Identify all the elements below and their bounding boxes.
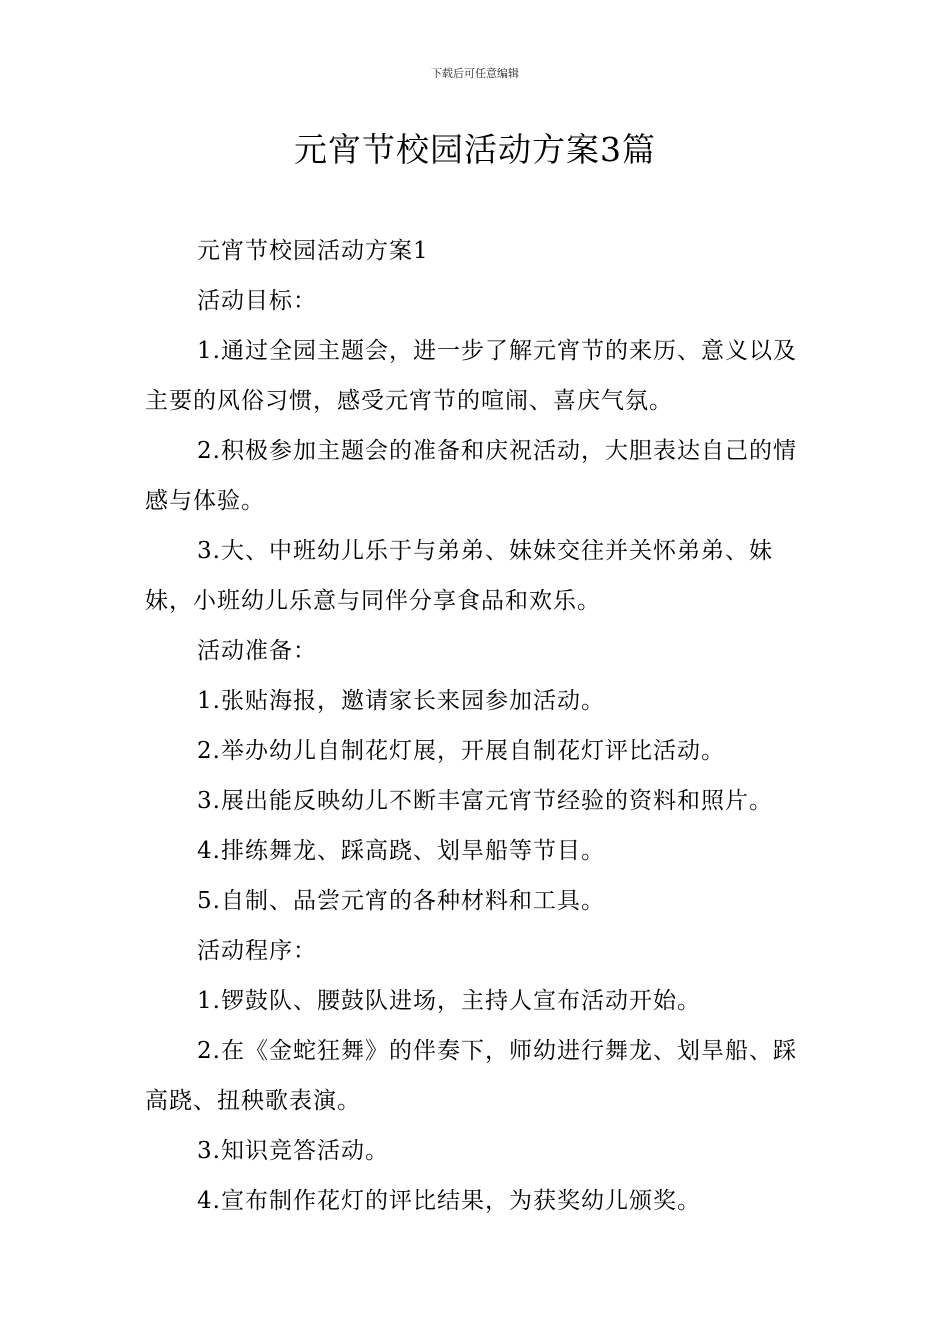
paragraph: 1.通过全园主题会，进一步了解元宵节的来历、意义以及主要的风俗习惯，感受元宵节的喧闹、喜庆气氛。 [145, 338, 797, 414]
paragraph: 2.积极参加主题会的准备和庆祝活动，大胆表达自己的情感与体验。 [145, 438, 797, 514]
header-note: 下载后可任意编辑 [431, 67, 519, 80]
paragraph: 3.大、中班幼儿乐于与弟弟、妹妹交往并关怀弟弟、妹妹，小班幼儿乐意与同伴分享食品和欢乐。 [145, 538, 773, 614]
paragraph: 4.宣布制作花灯的评比结果，为获奖幼儿颁奖。 [197, 1188, 701, 1214]
paragraph: 2.举办幼儿自制花灯展，开展自制花灯评比活动。 [197, 738, 725, 764]
paragraph: 5.自制、品尝元宵的各种材料和工具。 [197, 888, 605, 914]
section-heading: 元宵节校园活动方案1 [197, 238, 429, 264]
paragraph: 1.锣鼓队、腰鼓队进场，主持人宣布活动开始。 [197, 988, 701, 1014]
subheading-goals: 活动目标： [197, 288, 317, 314]
paragraph: 1.张贴海报，邀请家长来园参加活动。 [197, 688, 605, 714]
paragraph: 3.知识竞答活动。 [197, 1138, 389, 1164]
paragraph: 2.在《金蛇狂舞》的伴奏下，师幼进行舞龙、划旱船、踩高跷、扭秧歌表演。 [145, 1038, 797, 1114]
document-title: 元宵节校园活动方案3篇 [294, 130, 656, 169]
paragraph: 3.展出能反映幼儿不断丰富元宵节经验的资料和照片。 [197, 788, 773, 814]
subheading-procedure: 活动程序： [197, 938, 317, 964]
document-body [145, 226, 813, 1226]
paragraph: 4.排练舞龙、踩高跷、划旱船等节目。 [197, 838, 605, 864]
subheading-preparation: 活动准备： [197, 638, 317, 664]
